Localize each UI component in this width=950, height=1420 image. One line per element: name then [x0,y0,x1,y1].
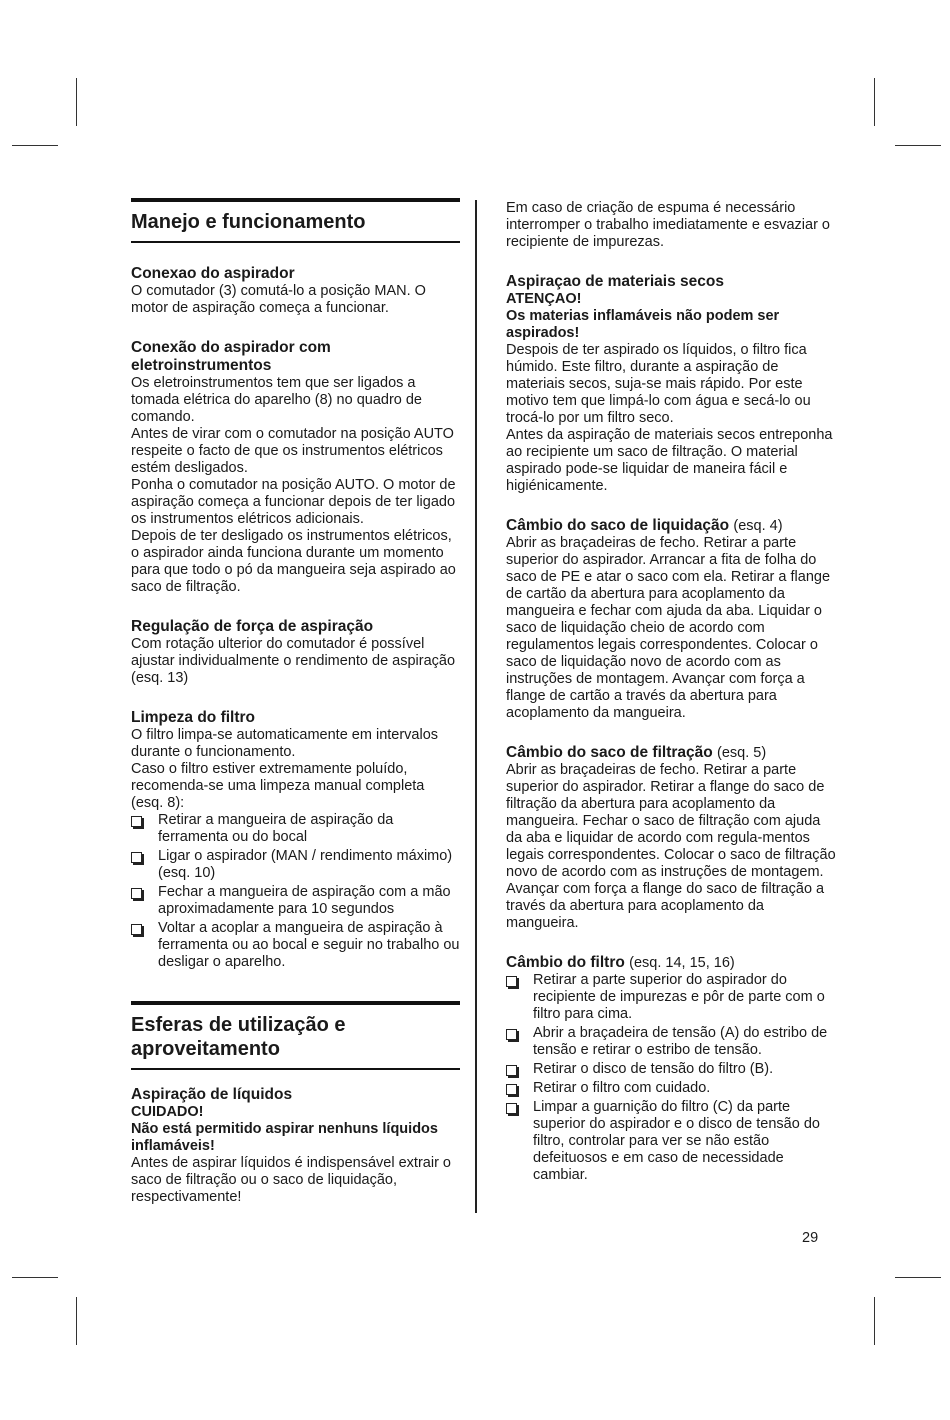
figure-ref: (esq. 14, 15, 16) [629,955,735,971]
paragraph: O comutador (3) comutá-lo a posição MAN. O motor de aspiração começa a funcionar. [131,283,426,316]
crop-mark [12,1277,58,1278]
warning-text: Não está permitido aspirar nenhuns líquidos inflamáveis! [131,1121,438,1154]
paragraph: Caso o filtro estiver extremamente poluído, recomenda-se uma limpeza manual completa (esq. 8): [131,761,425,811]
warning-label: ATENÇAO! [506,291,582,307]
column-divider [475,200,477,1213]
paragraph: Antes de aspirar líquidos é indispensável extrair o saco de filtração ou o saco de liquidação, respectivamente! [131,1155,451,1205]
heading-conexao: Conexao do aspirador [131,265,295,282]
checklist-limpeza [131,812,460,971]
list-item: Abrir a braçadeira de tensão (A) do estribo de tensão e retirar o estribo de tensão. [506,1025,840,1059]
checkbox-bullet-icon [506,1065,517,1076]
list-item: Voltar a acoplar a mangueira de aspiração à ferramenta ou ao bocal e seguir no trabalho ou desligar o aparelho. [131,920,460,971]
heading-liquidos: Aspiração de líquidos [131,1086,293,1103]
warning-text: Os materias inflamáveis não podem ser aspirados! [506,308,780,341]
warning-label: CUIDADO! [131,1104,204,1120]
crop-mark [895,145,941,146]
right-column [506,200,840,1186]
checkbox-bullet-icon [131,888,142,899]
paragraph: Com rotação ulterior do comutador é possível ajustar individualmente o rendimento de aspiração (esq. 13) [131,636,456,686]
paragraph: Ponha o comutador na posição AUTO. O motor de aspiração começa a funcionar depois de ter ligado os instrumentos elétricos adicionais. [131,477,456,527]
paragraph: Abrir as braçadeiras de fecho. Retirar a parte superior do aspirador. Retirar a flange do saco de filtração da abertura para acoplamento da mangueira. Fechar o saco de filtração com ajuda da aba e liquidar de acordo com regula-mentos legais correspondentes. Colocar o saco de filtração novo de acordo com as instruções de montagem. Avançar com força a flange do saco de filtração a través da abertura para acoplamento da mangueira. [506,762,836,931]
crop-mark [895,1277,941,1278]
list-item: Retirar o filtro com cuidado. [506,1080,840,1097]
checkbox-bullet-icon [131,852,142,863]
checkbox-bullet-icon [131,816,142,827]
checkbox-bullet-icon [506,1084,517,1095]
section-title-manejo: Manejo e funcionamento [131,198,460,243]
section-title-esferas: Esferas de utilização e aproveitamento [131,1001,460,1070]
checkbox-bullet-icon [506,1029,517,1040]
paragraph: Antes de virar com o comutador na posição AUTO respeite o facto de que os instrumentos elétricos estém desligados. [131,426,454,476]
crop-mark [874,1297,875,1345]
figure-ref: (esq. 5) [717,745,767,761]
paragraph: Abrir as braçadeiras de fecho. Retirar a parte superior do aspirador. Arrancar a fita de folha do saco de PE e atar o saco com ela. Retirar a flange de cartão da abertura para acoplamento da mangueira e fechar com ajuda da aba. Liquidar o saco de liquidação cheio de acordo com regulamentos legais correspondentes. Colocar o saco de liquidação novo de acordo com as instruções de montagem. Avançar com força a flange de cartão a través da abertura para acoplamento da mangueira. [506,535,831,721]
crop-mark [76,1297,77,1345]
list-item: Retirar o disco de tensão do filtro (B). [506,1061,840,1078]
paragraph: Os eletroinstrumentos tem que ser ligados a tomada elétrica do aparelho (8) no quadro de comando. [131,375,422,425]
paragraph: Despois de ter aspirado os líquidos, o filtro fica húmido. Este filtro, durante a aspiração de materiais secos, suja-se mais rápido. Por este motivo tem que limpá-lo com água e secá-lo ou trocá-lo por um filtro seco. [506,342,811,426]
heading-conexao-eletro: Conexão do aspirador com eletroinstrumentos [131,339,331,374]
figure-ref: (esq. 4) [733,518,783,534]
heading-liquidacao: Câmbio do saco de liquidação (esq. 4) [506,517,783,534]
paragraph: Depois de ter desligado os instrumentos elétricos, o aspirador ainda funciona durante um momento para que todo o pó da mangueira seja aspirado ao saco de filtração. [131,528,456,595]
heading-filtro: Câmbio do filtro (esq. 14, 15, 16) [506,954,735,971]
list-item: Ligar o aspirador (MAN / rendimento máximo) (esq. 10) [131,848,460,882]
paragraph: Antes da aspiração de materiais secos entreponha ao recipiente um saco de filtração. O material aspirado pode-se liquidar de maneira fácil e higiénicamente. [506,427,833,494]
heading-regulacao: Regulação de força de aspiração [131,618,374,635]
checklist-filtro [506,972,840,1184]
crop-mark [874,78,875,126]
left-column [131,198,460,1206]
heading-filtracao: Câmbio do saco de filtração (esq. 5) [506,744,767,761]
list-item: Fechar a mangueira de aspiração com a mão aproximadamente para 10 segundos [131,884,460,918]
paragraph: O filtro limpa-se automaticamente em intervalos durante o funcionamento. [131,727,439,760]
heading-secos: Aspiraçao de materiais secos [506,273,724,290]
heading-limpeza: Limpeza do filtro [131,709,255,726]
crop-mark [76,78,77,126]
checkbox-bullet-icon [506,1103,517,1114]
list-item: Retirar a parte superior do aspirador do recipiente de impurezas e pôr de parte com o filtro para cima. [506,972,840,1023]
list-item: Retirar a mangueira de aspiração da ferramenta ou do bocal [131,812,460,846]
crop-mark [12,145,58,146]
paragraph: Em caso de criação de espuma é necessário interromper o trabalho imediatamente e esvaziar o recipiente de impurezas. [506,200,830,250]
list-item: Limpar a guarnição do filtro (C) da parte superior do aspirador e o disco de tensão do filtro, controlar para ver se não estão defeituosos e em caso de necessidade cambiar. [506,1099,840,1184]
checkbox-bullet-icon [506,976,517,987]
checkbox-bullet-icon [131,924,142,935]
page-number: 29 [802,1230,819,1246]
